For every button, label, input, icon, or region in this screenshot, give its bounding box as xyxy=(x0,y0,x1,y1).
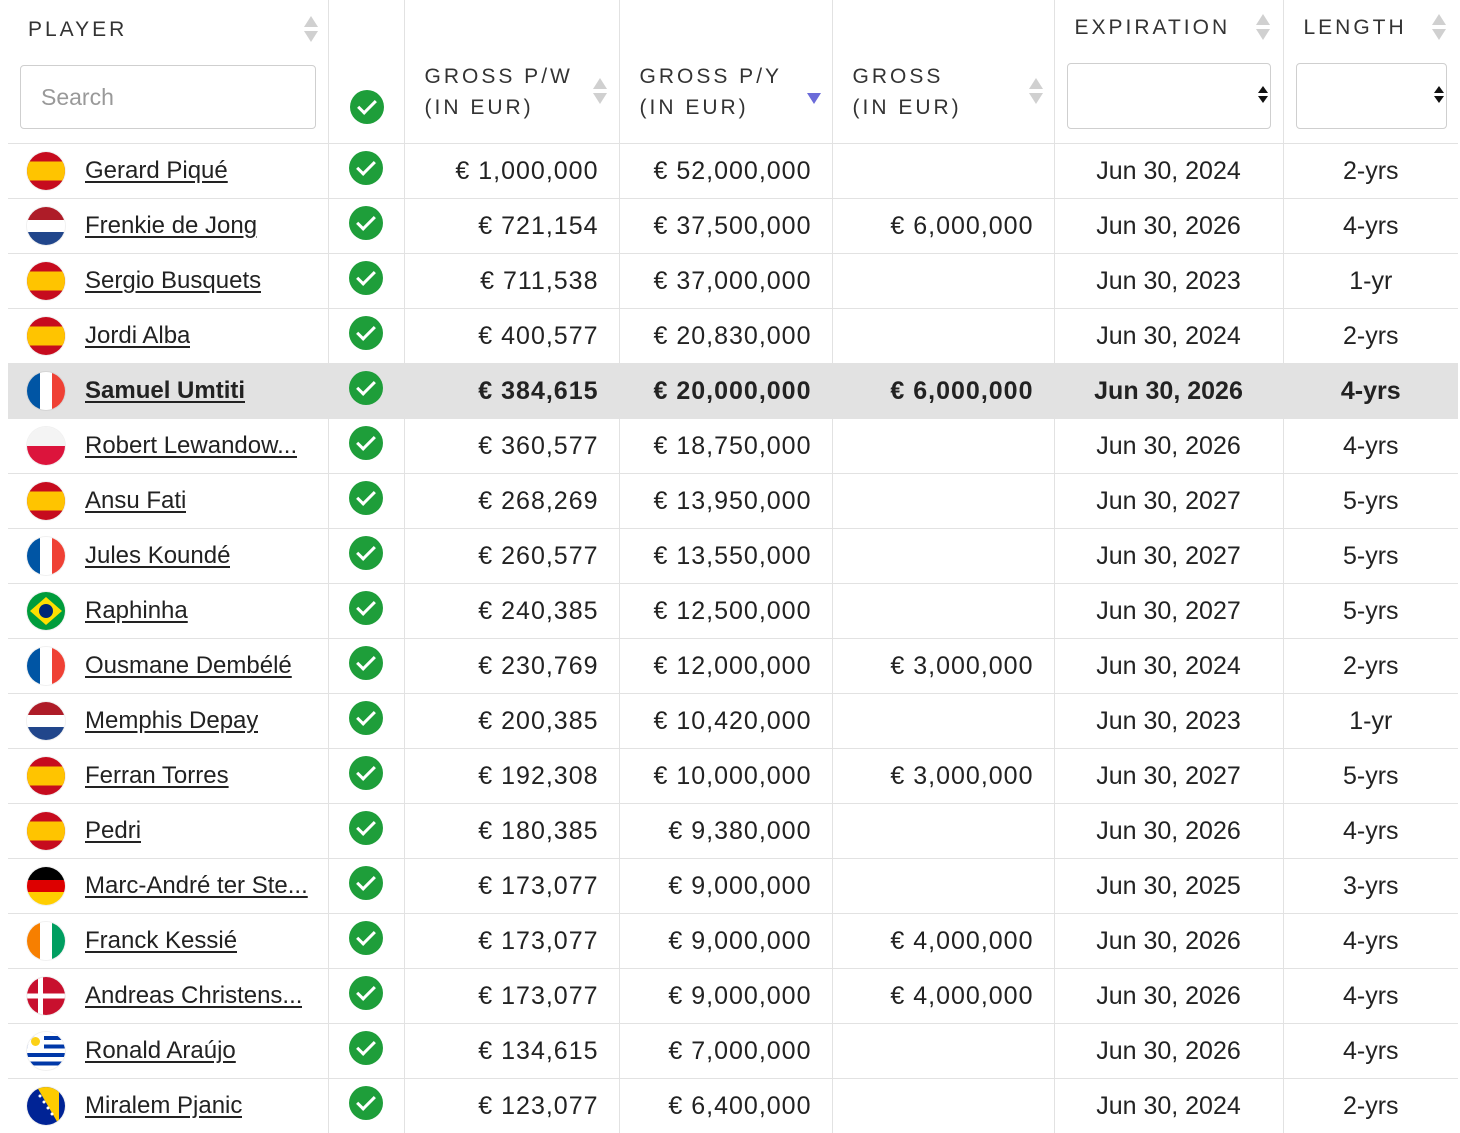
check-cell xyxy=(328,639,404,694)
gross-py-cell: € 20,000,000 xyxy=(619,364,832,419)
table-row[interactable] xyxy=(8,309,1458,364)
length-cell: 2-yrs xyxy=(1283,1079,1458,1133)
check-icon[interactable] xyxy=(349,481,383,515)
sort-length-icon[interactable] xyxy=(1432,14,1446,44)
length-cell: 4-yrs xyxy=(1283,969,1458,1024)
gross-cell: € 4,000,000 xyxy=(832,914,1054,969)
gross-py-label-line1: GROSS P/Y xyxy=(639,65,783,88)
length-cell: 3-yrs xyxy=(1283,859,1458,914)
gross-pw-cell: € 384,615 xyxy=(404,364,619,419)
length-filter-select[interactable] xyxy=(1296,63,1447,129)
length-header[interactable] xyxy=(1283,0,1458,144)
table-row[interactable] xyxy=(8,859,1458,914)
gross-cell xyxy=(832,1024,1054,1079)
check-icon[interactable] xyxy=(349,811,383,845)
length-cell: 4-yrs xyxy=(1283,1024,1458,1079)
salary-table xyxy=(8,0,1458,1133)
gross-py-cell: € 7,000,000 xyxy=(619,1024,832,1079)
gross-pw-cell: € 134,615 xyxy=(404,1024,619,1079)
length-cell: 4-yrs xyxy=(1283,364,1458,419)
check-header xyxy=(328,0,404,144)
table-row[interactable] xyxy=(8,969,1458,1024)
table-row[interactable] xyxy=(8,364,1458,419)
player-header-label: PLAYER xyxy=(28,18,128,41)
length-cell: 5-yrs xyxy=(1283,529,1458,584)
check-cell xyxy=(328,254,404,309)
player-cell xyxy=(8,914,328,969)
length-cell: 2-yrs xyxy=(1283,639,1458,694)
expiration-cell: Jun 30, 2027 xyxy=(1054,529,1283,584)
spain-flag-icon xyxy=(27,482,65,520)
player-name-link[interactable]: Jordi Alba xyxy=(85,322,191,349)
expiration-cell: Jun 30, 2026 xyxy=(1054,969,1283,1024)
gross-pw-cell: € 123,077 xyxy=(404,1079,619,1133)
check-cell xyxy=(328,199,404,254)
check-cell xyxy=(328,914,404,969)
check-cell xyxy=(328,804,404,859)
sort-gross-py-desc-icon[interactable] xyxy=(807,78,821,108)
gross-cell: € 6,000,000 xyxy=(832,199,1054,254)
gross-pw-cell: € 268,269 xyxy=(404,474,619,529)
check-cell xyxy=(328,859,404,914)
gross-py-cell: € 10,420,000 xyxy=(619,694,832,749)
expiration-cell: Jun 30, 2024 xyxy=(1054,1079,1283,1133)
bosnia-flag-icon xyxy=(27,1087,65,1125)
gross-pw-cell: € 1,000,000 xyxy=(404,144,619,199)
length-label: LENGTH xyxy=(1303,16,1407,39)
expiration-cell: Jun 30, 2027 xyxy=(1054,474,1283,529)
france-flag-icon xyxy=(27,537,65,575)
gross-cell xyxy=(832,1079,1054,1133)
length-cell: 1-yr xyxy=(1283,254,1458,309)
check-icon[interactable] xyxy=(349,866,383,900)
table-row[interactable] xyxy=(8,639,1458,694)
player-name-link[interactable]: Sergio Busquets xyxy=(85,267,262,294)
player-name-link[interactable]: Ousmane Dembélé xyxy=(85,652,292,679)
gross-py-cell: € 37,500,000 xyxy=(619,199,832,254)
gross-cell: € 6,000,000 xyxy=(832,364,1054,419)
gross-cell xyxy=(832,859,1054,914)
gross-py-cell: € 9,000,000 xyxy=(619,969,832,1024)
table-row[interactable] xyxy=(8,199,1458,254)
table-row[interactable] xyxy=(8,1024,1458,1079)
length-cell: 4-yrs xyxy=(1283,914,1458,969)
player-name-link[interactable]: Andreas Christens... xyxy=(85,982,303,1009)
expiration-cell: Jun 30, 2026 xyxy=(1054,199,1283,254)
table-row[interactable] xyxy=(8,529,1458,584)
table-row[interactable] xyxy=(8,474,1458,529)
expiration-cell: Jun 30, 2023 xyxy=(1054,254,1283,309)
expiration-cell: Jun 30, 2027 xyxy=(1054,584,1283,639)
player-name-link[interactable]: Ansu Fati xyxy=(85,487,187,514)
gross-cell xyxy=(832,474,1054,529)
france-flag-icon xyxy=(27,647,65,685)
expiration-cell: Jun 30, 2026 xyxy=(1054,804,1283,859)
check-cell xyxy=(328,749,404,804)
gross-cell: € 3,000,000 xyxy=(832,639,1054,694)
player-name-link[interactable]: Ronald Araújo xyxy=(85,1037,236,1064)
gross-cell xyxy=(832,254,1054,309)
gross-pw-cell: € 400,577 xyxy=(404,309,619,364)
check-icon[interactable] xyxy=(349,756,383,790)
player-cell xyxy=(8,639,328,694)
spain-flag-icon xyxy=(27,152,65,190)
poland-flag-icon xyxy=(27,427,65,465)
gross-pw-label-line1: GROSS P/W xyxy=(424,65,573,88)
player-cell xyxy=(8,254,328,309)
player-cell xyxy=(8,969,328,1024)
expiration-cell: Jun 30, 2026 xyxy=(1054,914,1283,969)
length-cell: 1-yr xyxy=(1283,694,1458,749)
player-cell xyxy=(8,584,328,639)
table-row[interactable] xyxy=(8,144,1458,199)
gross-py-cell: € 37,000,000 xyxy=(619,254,832,309)
player-cell xyxy=(8,529,328,584)
check-icon[interactable] xyxy=(349,646,383,680)
expiration-cell: Jun 30, 2025 xyxy=(1054,859,1283,914)
gross-cell: € 3,000,000 xyxy=(832,749,1054,804)
expiration-cell: Jun 30, 2024 xyxy=(1054,639,1283,694)
player-cell xyxy=(8,749,328,804)
table-row[interactable] xyxy=(8,254,1458,309)
gross-pw-cell: € 180,385 xyxy=(404,804,619,859)
player-name-link[interactable]: Frenkie de Jong xyxy=(85,212,258,239)
gross-pw-cell: € 230,769 xyxy=(404,639,619,694)
length-cell: 5-yrs xyxy=(1283,584,1458,639)
gross-py-cell: € 10,000,000 xyxy=(619,749,832,804)
player-cell xyxy=(8,199,328,254)
uruguay-flag-icon xyxy=(27,1032,65,1070)
player-name-link[interactable]: Robert Lewandow... xyxy=(85,432,298,459)
length-cell: 5-yrs xyxy=(1283,749,1458,804)
expiration-cell: Jun 30, 2026 xyxy=(1054,1024,1283,1079)
check-cell xyxy=(328,584,404,639)
gross-pw-cell: € 260,577 xyxy=(404,529,619,584)
check-cell xyxy=(328,1079,404,1133)
gross-cell xyxy=(832,144,1054,199)
check-icon[interactable] xyxy=(349,701,383,735)
check-cell xyxy=(328,144,404,199)
sort-expiration-icon[interactable] xyxy=(1256,14,1270,44)
gross-py-cell: € 13,950,000 xyxy=(619,474,832,529)
gross-py-cell: € 52,000,000 xyxy=(619,144,832,199)
spain-flag-icon xyxy=(27,812,65,850)
gross-py-cell: € 12,500,000 xyxy=(619,584,832,639)
ivory-coast-flag-icon xyxy=(27,922,65,960)
sort-gross-pw-icon[interactable] xyxy=(593,78,607,108)
check-cell xyxy=(328,474,404,529)
player-name-link[interactable]: Ferran Torres xyxy=(85,762,229,789)
player-name-link[interactable]: Gerard Piqué xyxy=(85,157,228,184)
check-icon[interactable] xyxy=(349,1031,383,1065)
player-cell xyxy=(8,1079,328,1133)
table-row[interactable] xyxy=(8,914,1458,969)
player-name-link[interactable]: Pedri xyxy=(85,817,142,844)
brazil-flag-icon xyxy=(27,592,65,630)
spain-flag-icon xyxy=(27,262,65,300)
table-row[interactable] xyxy=(8,419,1458,474)
gross-pw-cell: € 173,077 xyxy=(404,859,619,914)
length-cell: 4-yrs xyxy=(1283,199,1458,254)
player-header[interactable] xyxy=(8,0,328,144)
gross-py-cell: € 20,830,000 xyxy=(619,309,832,364)
player-cell xyxy=(8,419,328,474)
netherlands-flag-icon xyxy=(27,207,65,245)
spain-flag-icon xyxy=(27,317,65,355)
check-all-icon[interactable] xyxy=(350,90,384,124)
gross-cell xyxy=(832,584,1054,639)
gross-label-line2: (IN EUR) xyxy=(852,96,962,119)
sort-gross-icon[interactable] xyxy=(1029,78,1043,108)
check-icon[interactable] xyxy=(349,206,383,240)
table-row[interactable] xyxy=(8,804,1458,859)
check-icon[interactable] xyxy=(349,591,383,625)
player-name-link[interactable]: Memphis Depay xyxy=(85,707,259,734)
player-name-link[interactable]: Franck Kessié xyxy=(85,927,238,954)
gross-py-cell: € 9,000,000 xyxy=(619,914,832,969)
player-cell xyxy=(8,309,328,364)
gross-label-line1: GROSS xyxy=(852,65,944,88)
expiration-cell: Jun 30, 2026 xyxy=(1054,364,1283,419)
gross-py-cell: € 9,380,000 xyxy=(619,804,832,859)
table-row[interactable] xyxy=(8,749,1458,804)
check-icon[interactable] xyxy=(349,371,383,405)
player-name-link[interactable]: Samuel Umtiti xyxy=(85,377,246,404)
gross-pw-cell: € 200,385 xyxy=(404,694,619,749)
sort-player-icon[interactable] xyxy=(304,16,318,46)
length-cell: 2-yrs xyxy=(1283,309,1458,364)
gross-py-cell: € 6,400,000 xyxy=(619,1079,832,1133)
check-cell xyxy=(328,419,404,474)
gross-py-label-line2: (IN EUR) xyxy=(639,96,749,119)
gross-cell: € 4,000,000 xyxy=(832,969,1054,1024)
player-cell xyxy=(8,694,328,749)
expiration-cell: Jun 30, 2023 xyxy=(1054,694,1283,749)
gross-cell xyxy=(832,309,1054,364)
gross-header[interactable] xyxy=(832,0,1054,144)
gross-pw-cell: € 721,154 xyxy=(404,199,619,254)
length-cell: 4-yrs xyxy=(1283,804,1458,859)
expiration-cell: Jun 30, 2024 xyxy=(1054,309,1283,364)
expiration-cell: Jun 30, 2024 xyxy=(1054,144,1283,199)
check-cell xyxy=(328,969,404,1024)
gross-pw-cell: € 711,538 xyxy=(404,254,619,309)
expiration-filter-select[interactable] xyxy=(1067,63,1271,129)
check-cell xyxy=(328,1024,404,1079)
check-icon[interactable] xyxy=(349,151,383,185)
player-name-link[interactable]: Miralem Pjanic xyxy=(85,1092,243,1119)
gross-cell xyxy=(832,804,1054,859)
gross-py-header[interactable] xyxy=(619,0,832,144)
expiration-cell: Jun 30, 2027 xyxy=(1054,749,1283,804)
length-cell: 2-yrs xyxy=(1283,144,1458,199)
gross-py-cell: € 9,000,000 xyxy=(619,859,832,914)
gross-pw-cell: € 240,385 xyxy=(404,584,619,639)
check-cell xyxy=(328,309,404,364)
player-name-link[interactable]: Marc-André ter Ste... xyxy=(85,872,308,899)
gross-py-cell: € 13,550,000 xyxy=(619,529,832,584)
gross-py-cell: € 12,000,000 xyxy=(619,639,832,694)
netherlands-flag-icon xyxy=(27,702,65,740)
gross-pw-cell: € 173,077 xyxy=(404,969,619,1024)
table-row[interactable] xyxy=(8,694,1458,749)
player-cell xyxy=(8,804,328,859)
gross-cell xyxy=(832,529,1054,584)
player-cell xyxy=(8,144,328,199)
player-cell xyxy=(8,1024,328,1079)
expiration-header[interactable] xyxy=(1054,0,1283,144)
gross-cell xyxy=(832,419,1054,474)
gross-pw-header[interactable] xyxy=(404,0,619,144)
gross-pw-cell: € 360,577 xyxy=(404,419,619,474)
length-cell: 4-yrs xyxy=(1283,419,1458,474)
player-name-link[interactable]: Jules Koundé xyxy=(85,542,231,569)
expiration-label: EXPIRATION xyxy=(1074,16,1231,39)
gross-cell xyxy=(832,694,1054,749)
table-row[interactable] xyxy=(8,1079,1458,1133)
player-cell xyxy=(8,859,328,914)
check-icon[interactable] xyxy=(349,316,383,350)
gross-py-cell: € 18,750,000 xyxy=(619,419,832,474)
player-cell xyxy=(8,474,328,529)
gross-pw-cell: € 192,308 xyxy=(404,749,619,804)
germany-flag-icon xyxy=(27,867,65,905)
player-name-link[interactable]: Raphinha xyxy=(85,597,188,624)
check-cell xyxy=(328,364,404,419)
france-flag-icon xyxy=(27,372,65,410)
gross-pw-cell: € 173,077 xyxy=(404,914,619,969)
check-cell xyxy=(328,694,404,749)
denmark-flag-icon xyxy=(27,977,65,1015)
length-cell: 5-yrs xyxy=(1283,474,1458,529)
expiration-cell: Jun 30, 2026 xyxy=(1054,419,1283,474)
check-icon[interactable] xyxy=(349,921,383,955)
check-icon[interactable] xyxy=(349,426,383,460)
check-cell xyxy=(328,529,404,584)
check-icon[interactable] xyxy=(349,1086,383,1120)
player-cell xyxy=(8,364,328,419)
gross-pw-label-line2: (IN EUR) xyxy=(424,96,534,119)
spain-flag-icon xyxy=(27,757,65,795)
search-input[interactable] xyxy=(20,65,316,129)
check-icon[interactable] xyxy=(349,536,383,570)
table-row[interactable] xyxy=(8,584,1458,639)
check-icon[interactable] xyxy=(349,976,383,1010)
check-icon[interactable] xyxy=(349,261,383,295)
